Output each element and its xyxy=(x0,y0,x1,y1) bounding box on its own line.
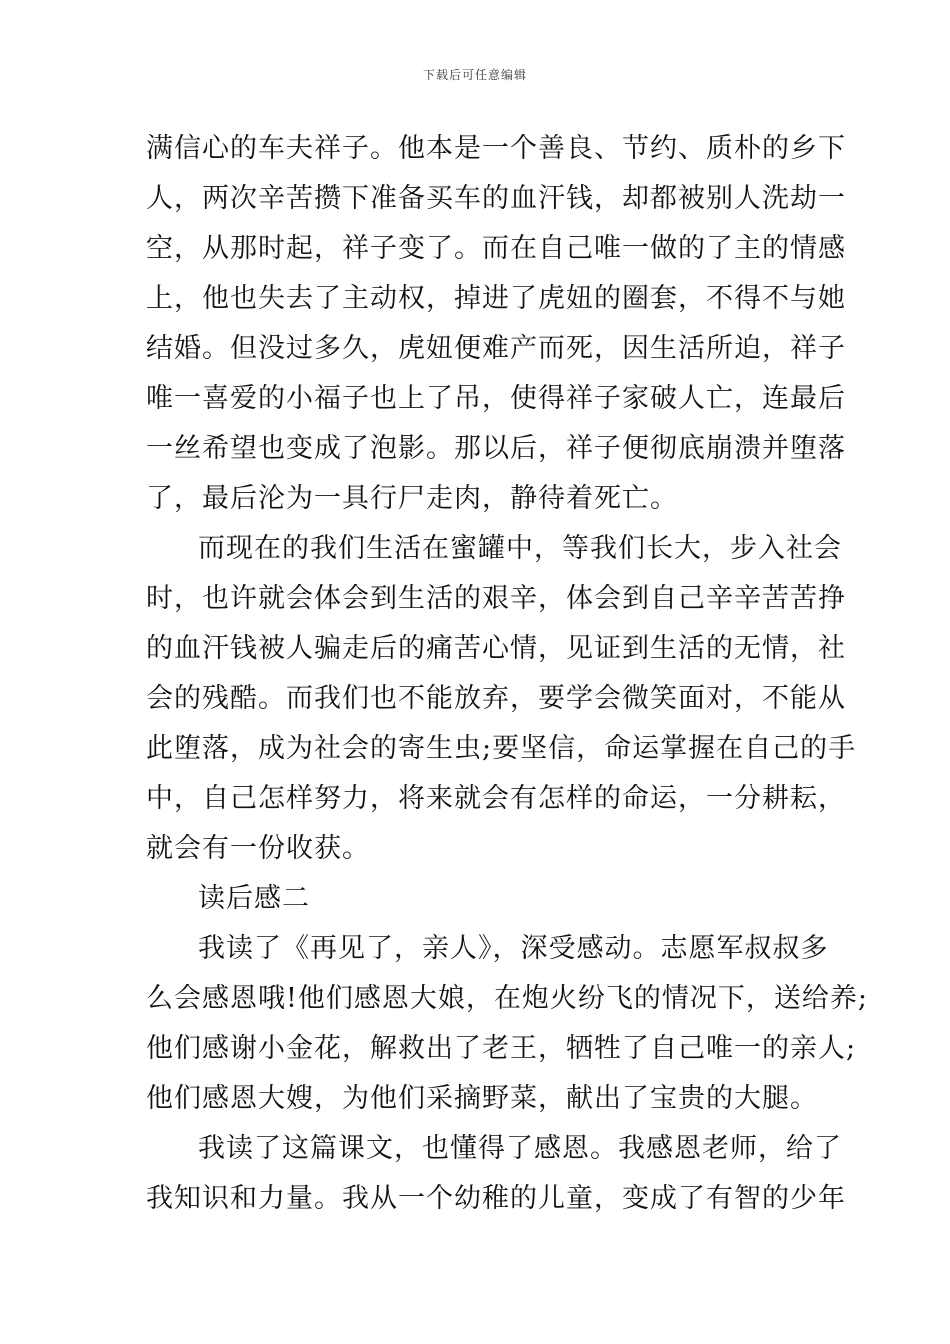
text-line: 了，最后沦为一具行尸走肉，静待着死亡。 xyxy=(146,483,678,514)
text-line: 上，他也失去了主动权，掉进了虎妞的圈套，不得不与她 xyxy=(146,283,846,314)
paragraph-start-line: 我读了《再见了，亲人》，深受感动。志愿军叔叔多 xyxy=(198,933,829,964)
text-line: 一丝希望也变成了泡影。那以后，祥子便彻底崩溃并堕落 xyxy=(146,433,846,464)
page-header: 下载后可任意编辑 xyxy=(422,68,527,82)
text-line: 中，自己怎样努力，将来就会有怎样的命运，一分耕耘， xyxy=(146,783,846,814)
text-line: 人，两次辛苦攒下准备买车的血汗钱，却都被别人洗劫一 xyxy=(146,183,846,214)
text-line: 我知识和力量。我从一个幼稚的儿童，变成了有智的少年 xyxy=(146,1183,846,1214)
paragraph-start-line: 我读了这篇课文，也懂得了感恩。我感恩老师，给了 xyxy=(198,1133,842,1164)
section-heading: 读后感二 xyxy=(198,883,310,914)
text-line: 时，也许就会体会到生活的艰辛，体会到自己辛辛苦苦挣 xyxy=(146,583,846,614)
text-line: 唯一喜爱的小福子也上了吊，使得祥子家破人亡，连最后 xyxy=(146,383,846,414)
text-line: 满信心的车夫祥子。他本是一个善良、节约、质朴的乡下 xyxy=(146,133,846,164)
text-line: 的血汗钱被人骗走后的痛苦心情，见证到生活的无情，社 xyxy=(146,633,846,664)
text-line: 空，从那时起，祥子变了。而在自己唯一做的了主的情感 xyxy=(146,233,846,264)
body-text xyxy=(146,124,868,1224)
text-line: 他们感恩大嫂，为他们采摘野菜，献出了宝贵的大腿。 xyxy=(146,1083,818,1114)
text-line: 结婚。但没过多久，虎妞便难产而死，因生活所迫，祥子 xyxy=(146,333,846,364)
text-line: 会的残酷。而我们也不能放弃，要学会微笑面对，不能从 xyxy=(146,683,846,714)
text-line: 就会有一份收获。 xyxy=(146,833,370,864)
text-line: 他们感谢小金花，解救出了老王，牺牲了自己唯一的亲人; xyxy=(146,1033,857,1064)
paragraph-start-line: 而现在的我们生活在蜜罐中，等我们长大，步入社会 xyxy=(198,533,842,564)
text-line: 么会感恩哦!他们感恩大娘，在炮火纷飞的情况下，送给养; xyxy=(146,983,868,1014)
text-line: 此堕落，成为社会的寄生虫;要坚信，命运掌握在自己的手 xyxy=(146,733,857,764)
